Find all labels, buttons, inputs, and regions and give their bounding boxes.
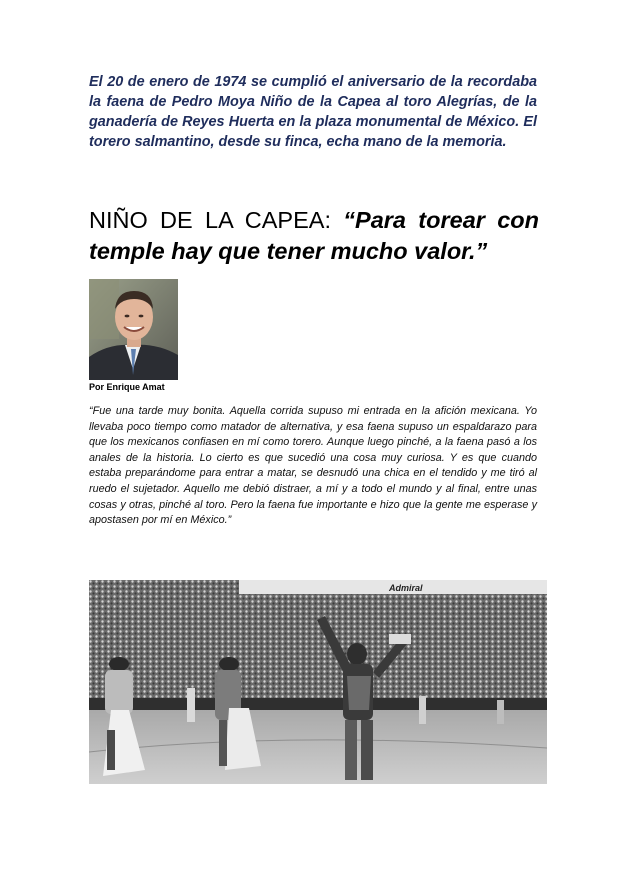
author-portrait — [89, 279, 178, 380]
article-body: “Fue una tarde muy bonita. Aquella corrida supuso mi entrada en la afición mexicana. Yo llevaba poco tiempo como matador de alternativa, y esa faena supuso un espaldarazo para que los mexicanos confiasen en mí como torero. Aunque luego pinché, a la faena pasó a los anales de la historia. Lo cierto es que sucedió una cosa muy curiosa. Y es que cuando estaba preparándome para entrar a matar, se desnudó una chica en el tendido y me tiró al ruedo el sujetador. Aquello me debió distraer, a mí y a todo el mundo y al final, entre unas cosas y otras, pinché al toro. Pero la faena fue importante e hizo que la gente me esperase y apostasen por mí en México.” — [89, 405, 537, 527]
headline-quote: “Para torear con temple hay que tener mucho valor.” — [89, 207, 539, 264]
headline-name: NIÑO DE LA CAPEA: — [89, 207, 344, 233]
byline: Por Enrique Amat — [89, 382, 165, 392]
bullring-photo — [89, 580, 547, 784]
article-headline — [89, 205, 539, 267]
stadium-sign: Admiral — [389, 583, 423, 593]
article-lede: El 20 de enero de 1974 se cumplió el aniversario de la recordaba la faena de Pedro Moya Niño de la Capea al toro Alegrías, de la ganadería de Reyes Huerta en la plaza monumental de México. El torero salmantino, desde su finca, echa mano de la memoria. — [89, 74, 537, 150]
